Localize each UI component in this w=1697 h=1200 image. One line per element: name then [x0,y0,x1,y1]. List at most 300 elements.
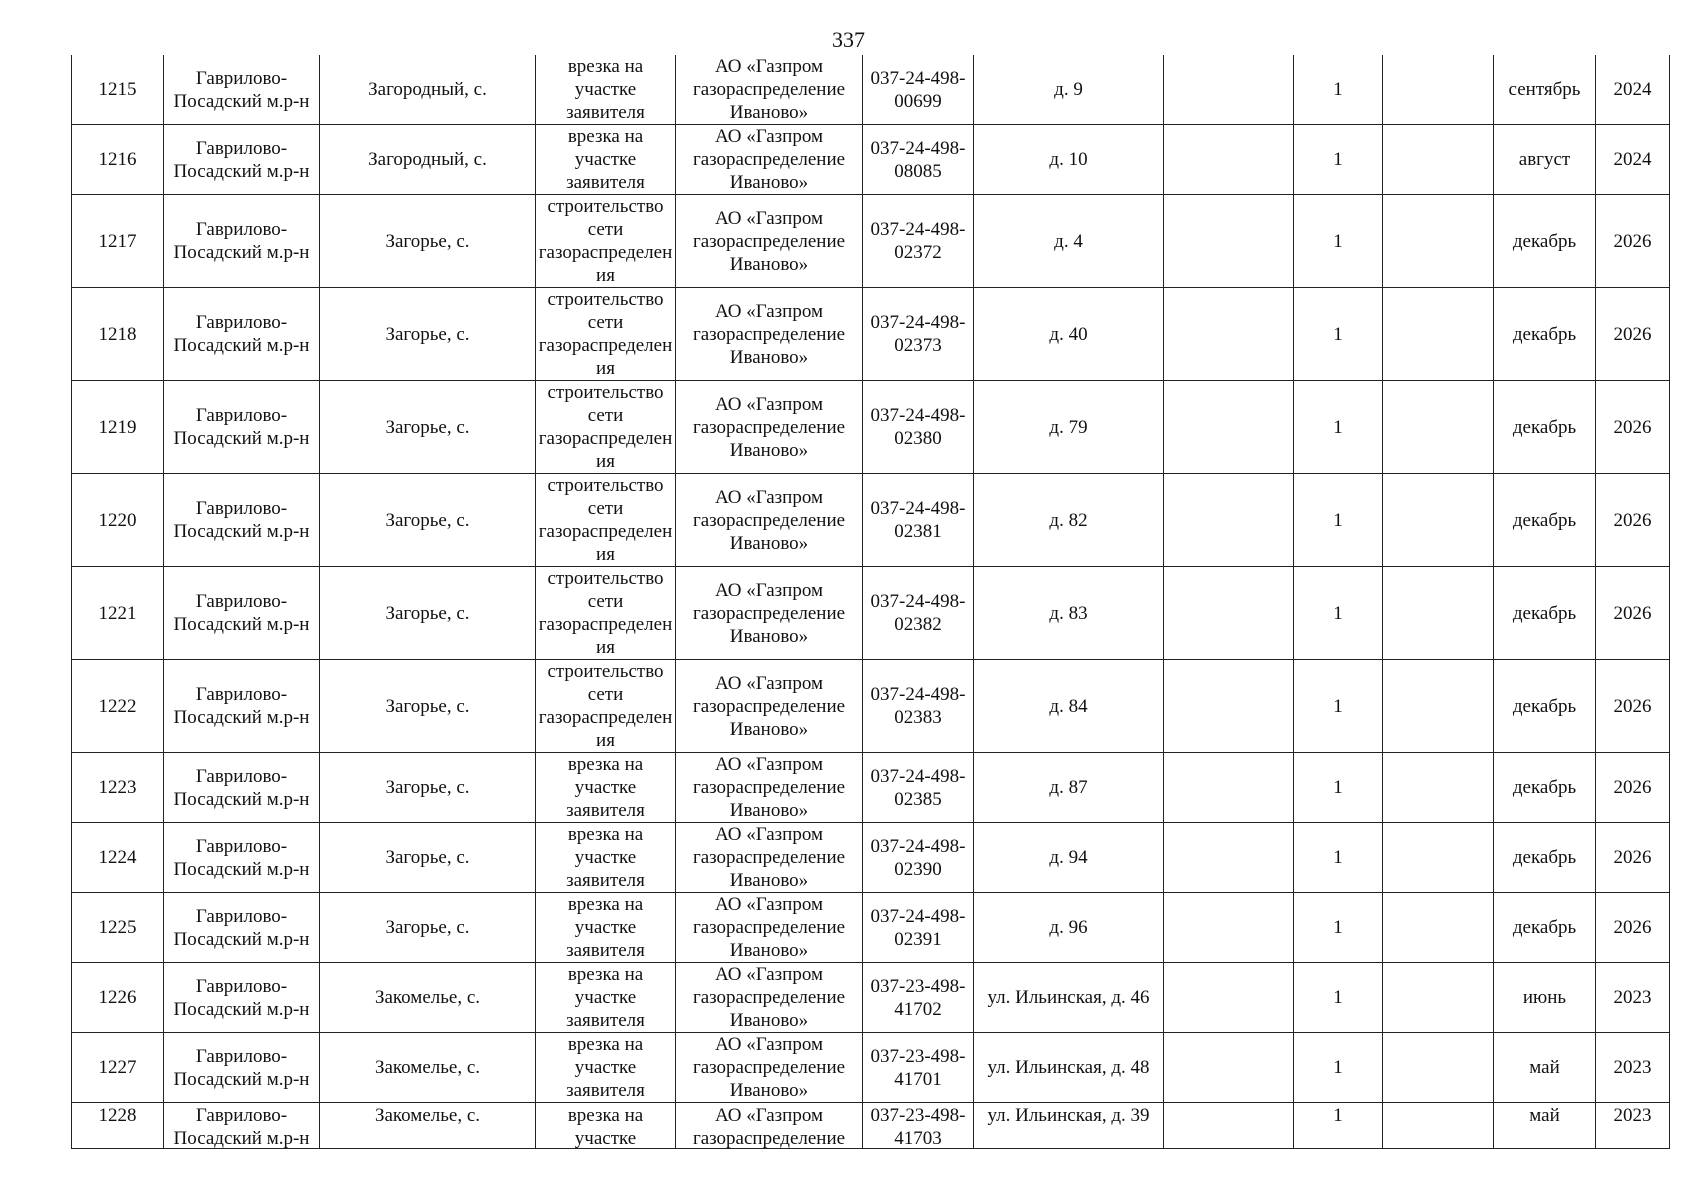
month-cell-text: декабрь [1512,230,1577,252]
organization-cell-text: АО «Газпром газораспределение Иваново» [692,300,846,368]
month-cell [1494,567,1596,660]
empty-cell [1164,125,1294,195]
table-row [72,195,1670,288]
empty-cell [1164,567,1294,660]
month-cell [1494,893,1596,963]
district-cell [164,288,320,381]
table-row [72,1033,1670,1103]
year-cell [1596,125,1670,195]
month-cell-text: декабрь [1512,416,1577,438]
address-cell-text: д. 4 [1054,230,1083,252]
row-number [72,288,164,381]
row-number [72,474,164,567]
year-cell-text: 2026 [1613,847,1652,868]
locality-cell-text: Загорье, с. [385,695,470,717]
empty-cell [1383,660,1494,753]
work-type-cell [536,1103,676,1149]
month-cell-text: май [1529,1057,1560,1078]
application-code-cell [863,963,974,1033]
district-cell [164,474,320,567]
row-number-text: 1224 [98,847,137,868]
organization-cell-text: АО «Газпром газораспределение Иваново» [692,754,846,821]
row-number-text: 1218 [98,323,137,345]
organization-cell [676,893,863,963]
organization-cell [676,55,863,125]
month-cell [1494,963,1596,1033]
empty-cell [1383,125,1494,195]
row-number [72,823,164,893]
locality-cell-text: Загорье, с. [385,602,470,624]
row-number [72,195,164,288]
year-cell-text: 2026 [1613,416,1652,438]
row-number [72,125,164,195]
work-type-cell-text: врезка на участке [567,1104,644,1148]
quantity-cell-text: 1 [1333,1057,1343,1078]
table-row [72,963,1670,1033]
organization-cell-text: АО «Газпром газораспределение Иваново» [692,894,846,961]
empty-cell [1164,660,1294,753]
row-number [72,963,164,1033]
address-cell-text: д. 83 [1049,602,1088,624]
organization-cell-text: АО «Газпром газораспределение Иваново» [692,579,846,647]
organization-cell-text: АО «Газпром газораспределение Иваново» [692,207,846,275]
table-row [72,381,1670,474]
month-cell-text: декабрь [1512,847,1577,868]
year-cell-text: 2026 [1613,230,1652,252]
work-type-cell [536,381,676,474]
quantity-cell-text: 1 [1333,509,1343,531]
empty-cell [1164,195,1294,288]
application-code-cell-text: 037-24-498-02372 [870,219,966,263]
quantity-cell-text: 1 [1333,847,1343,868]
quantity-cell-text: 1 [1333,416,1343,438]
month-cell [1494,381,1596,474]
quantity-cell [1294,753,1383,823]
quantity-cell-text: 1 [1333,1104,1343,1126]
empty-cell [1383,823,1494,893]
address-cell [974,963,1164,1033]
quantity-cell [1294,567,1383,660]
work-type-cell [536,474,676,567]
work-type-cell-text: строительство сети газораспределения [538,196,673,286]
month-cell [1494,753,1596,823]
row-number-text: 1221 [98,602,137,624]
district-cell-text: Гаврилово-Посадский м.р-н [173,684,310,728]
district-cell-text: Гаврилово-Посадский м.р-н [173,67,310,112]
application-code-cell-text: 037-24-498-02391 [870,905,966,950]
locality-cell [320,381,536,474]
year-cell [1596,1103,1670,1149]
address-cell-text: д. 40 [1049,323,1088,345]
locality-cell [320,288,536,381]
month-cell-text: сентябрь [1508,79,1581,100]
application-code-cell-text: 037-24-498-02390 [870,835,966,880]
row-number [72,1033,164,1103]
locality-cell-text: Загородный, с. [368,79,487,100]
application-code-cell [863,381,974,474]
district-cell-text: Гаврилово-Посадский м.р-н [173,975,310,1020]
month-cell [1494,1033,1596,1103]
district-cell [164,753,320,823]
month-cell [1494,55,1596,125]
quantity-cell [1294,1033,1383,1103]
month-cell [1494,660,1596,753]
month-cell [1494,1103,1596,1149]
district-cell [164,125,320,195]
row-number-text: 1220 [98,509,137,531]
locality-cell-text: Загорье, с. [385,847,470,868]
work-type-cell [536,288,676,381]
table-row [72,474,1670,567]
address-cell-text: д. 87 [1049,777,1088,798]
work-type-cell-text: врезка на участке заявителя [566,126,645,193]
month-cell-text: декабрь [1512,777,1577,798]
work-type-cell [536,660,676,753]
row-number-text: 1223 [98,777,137,798]
locality-cell [320,963,536,1033]
district-cell-text: Гаврилово-Посадский м.р-н [173,137,310,182]
table-body [72,55,1670,1149]
address-cell [974,893,1164,963]
row-number [72,55,164,125]
empty-cell [1383,195,1494,288]
row-number [72,660,164,753]
row-number [72,753,164,823]
address-cell [974,55,1164,125]
year-cell-text: 2023 [1613,1104,1652,1126]
gasification-table [71,55,1670,1149]
organization-cell-text: АО «Газпром газораспределение Иваново» [692,1034,846,1101]
organization-cell-text: АО «Газпром газораспределение Иваново» [692,824,846,891]
application-code-cell [863,125,974,195]
month-cell-text: июнь [1522,987,1567,1008]
empty-cell [1164,893,1294,963]
locality-cell [320,1103,536,1149]
application-code-cell-text: 037-24-498-02382 [870,591,966,635]
year-cell [1596,288,1670,381]
application-code-cell [863,55,974,125]
empty-cell [1164,753,1294,823]
address-cell [974,823,1164,893]
work-type-cell-text: строительство сети газораспределения [538,568,673,658]
address-cell-text: д. 10 [1049,149,1088,170]
table-row [72,893,1670,963]
district-cell [164,55,320,125]
empty-cell [1164,1033,1294,1103]
year-cell [1596,195,1670,288]
quantity-cell-text: 1 [1333,149,1343,170]
row-number-text: 1227 [98,1057,137,1078]
month-cell [1494,474,1596,567]
locality-cell-text: Закомелье, с. [374,1057,481,1078]
district-cell-text: Гаврилово-Посадский м.р-н [173,1045,310,1090]
year-cell [1596,660,1670,753]
address-cell [974,288,1164,381]
empty-cell [1383,288,1494,381]
organization-cell [676,823,863,893]
organization-cell-text: АО «Газпром газораспределение Иваново» [692,486,846,554]
application-code-cell [863,567,974,660]
month-cell [1494,288,1596,381]
year-cell-text: 2023 [1613,1057,1652,1078]
organization-cell-text: АО «Газпром газораспределение [692,1104,846,1148]
district-cell-text: Гаврилово-Посадский м.р-н [173,765,310,810]
month-cell-text: декабрь [1512,695,1577,717]
address-cell-text: д. 94 [1049,847,1088,868]
organization-cell-text: АО «Газпром газораспределение Иваново» [692,393,846,461]
organization-cell [676,1033,863,1103]
application-code-cell-text: 037-24-498-02383 [870,684,966,728]
address-cell [974,474,1164,567]
empty-cell [1383,963,1494,1033]
row-number [72,381,164,474]
empty-cell [1164,1103,1294,1149]
district-cell-text: Гаврилово-Посадский м.р-н [173,312,310,356]
table-row [72,753,1670,823]
row-number [72,567,164,660]
district-cell-text: Гаврилово-Посадский м.р-н [173,219,310,263]
month-cell-text: декабрь [1512,917,1577,938]
work-type-cell-text: строительство сети газораспределения [538,475,673,565]
locality-cell [320,660,536,753]
table-row [72,55,1670,125]
address-cell [974,660,1164,753]
locality-cell-text: Загорье, с. [385,777,470,798]
work-type-cell-text: строительство сети газораспределения [538,382,673,472]
quantity-cell-text: 1 [1333,987,1343,1008]
application-code-cell-text: 037-23-498-41702 [870,975,966,1020]
empty-cell-text [1385,1104,1491,1148]
year-cell-text: 2026 [1613,917,1652,938]
organization-cell [676,195,863,288]
page-number: 337 [832,27,865,52]
application-code-cell-text: 037-24-498-08085 [870,137,966,182]
quantity-cell-text: 1 [1333,79,1343,100]
application-code-cell-text: 037-24-498-02373 [870,312,966,356]
work-type-cell-text: врезка на участке заявителя [566,1034,645,1101]
empty-cell [1164,381,1294,474]
organization-cell-text: АО «Газпром газораспределение Иваново» [692,672,846,740]
year-cell-text: 2026 [1613,695,1652,717]
application-code-cell [863,823,974,893]
address-cell [974,195,1164,288]
work-type-cell [536,893,676,963]
empty-cell [1164,823,1294,893]
empty-cell [1383,1033,1494,1103]
work-type-cell [536,195,676,288]
address-cell-text: д. 79 [1049,416,1088,438]
district-cell [164,195,320,288]
year-cell [1596,963,1670,1033]
quantity-cell-text: 1 [1333,695,1343,717]
work-type-cell-text: врезка на участке заявителя [566,56,645,123]
year-cell [1596,753,1670,823]
row-number-text: 1225 [98,917,137,938]
quantity-cell [1294,660,1383,753]
year-cell-text: 2026 [1613,777,1652,798]
address-cell-text: д. 84 [1049,695,1088,717]
work-type-cell [536,55,676,125]
organization-cell [676,1103,863,1149]
work-type-cell [536,1033,676,1103]
organization-cell [676,567,863,660]
address-cell-text: ул. Ильинская, д. 48 [987,1057,1150,1078]
quantity-cell [1294,288,1383,381]
locality-cell [320,55,536,125]
row-number-text: 1215 [98,79,137,100]
address-cell-text: д. 82 [1049,509,1088,531]
application-code-cell [863,1103,974,1149]
work-type-cell-text: врезка на участке заявителя [566,824,645,891]
district-cell-text: Гаврилово-Посадский м.р-н [173,905,310,950]
quantity-cell-text: 1 [1333,777,1343,798]
organization-cell [676,381,863,474]
organization-cell-text: АО «Газпром газораспределение Иваново» [692,56,846,123]
application-code-cell [863,195,974,288]
month-cell-text: август [1518,149,1571,170]
quantity-cell-text: 1 [1333,917,1343,938]
application-code-cell-text: 037-23-498-41703 [870,1104,966,1148]
locality-cell [320,195,536,288]
application-code-cell-text: 037-24-498-00699 [870,67,966,112]
organization-cell [676,125,863,195]
address-cell-text: ул. Ильинская, д. 46 [987,987,1150,1008]
empty-cell [1383,893,1494,963]
locality-cell-text: Загородный, с. [368,149,487,170]
year-cell [1596,55,1670,125]
row-number-text: 1222 [98,695,137,717]
address-cell [974,567,1164,660]
row-number-text: 1226 [98,987,137,1008]
address-cell-text: д. 96 [1049,917,1088,938]
district-cell [164,823,320,893]
district-cell-text: Гаврилово-Посадский м.р-н [173,405,310,449]
quantity-cell [1294,474,1383,567]
locality-cell [320,567,536,660]
work-type-cell-text: строительство сети газораспределения [538,661,673,751]
application-code-cell [863,753,974,823]
locality-cell [320,823,536,893]
empty-cell [1164,963,1294,1033]
empty-cell [1383,567,1494,660]
row-number-text: 1216 [98,149,137,170]
locality-cell-text: Загорье, с. [385,416,470,438]
month-cell-text: декабрь [1512,323,1577,345]
month-cell-text: декабрь [1512,509,1577,531]
district-cell [164,567,320,660]
empty-cell [1383,753,1494,823]
locality-cell-text: Закомелье, с. [374,987,481,1008]
application-code-cell [863,288,974,381]
year-cell-text: 2026 [1613,509,1652,531]
organization-cell [676,753,863,823]
table-row [72,567,1670,660]
row-number-text: 1228 [98,1104,137,1126]
work-type-cell-text: строительство сети газораспределения [538,289,673,379]
year-cell-text: 2024 [1613,149,1652,170]
year-cell [1596,893,1670,963]
locality-cell [320,474,536,567]
month-cell [1494,823,1596,893]
district-cell [164,963,320,1033]
year-cell [1596,1033,1670,1103]
district-cell [164,1033,320,1103]
quantity-cell-text: 1 [1333,323,1343,345]
address-cell [974,753,1164,823]
table-row [72,660,1670,753]
address-cell [974,381,1164,474]
quantity-cell [1294,823,1383,893]
locality-cell-text: Загорье, с. [385,509,470,531]
application-code-cell [863,1033,974,1103]
application-code-cell-text: 037-23-498-41701 [870,1045,966,1090]
empty-cell [1164,474,1294,567]
work-type-cell-text: врезка на участке заявителя [566,964,645,1031]
address-cell [974,125,1164,195]
quantity-cell [1294,381,1383,474]
locality-cell [320,753,536,823]
year-cell-text: 2026 [1613,323,1652,345]
locality-cell-text: Закомелье, с. [374,1104,481,1126]
empty-cell [1164,288,1294,381]
year-cell [1596,474,1670,567]
application-code-cell-text: 037-24-498-02381 [870,498,966,542]
address-cell-text: д. 9 [1054,79,1083,100]
quantity-cell [1294,195,1383,288]
application-code-cell [863,474,974,567]
locality-cell-text: Загорье, с. [385,230,470,252]
table-row [72,288,1670,381]
row-number-text: 1219 [98,416,137,438]
work-type-cell-text: врезка на участке заявителя [566,754,645,821]
organization-cell [676,660,863,753]
work-type-cell [536,963,676,1033]
year-cell-text: 2026 [1613,602,1652,624]
quantity-cell [1294,963,1383,1033]
work-type-cell [536,823,676,893]
address-cell [974,1033,1164,1103]
month-cell [1494,195,1596,288]
row-number [72,893,164,963]
year-cell [1596,381,1670,474]
district-cell-text: Гаврилово-Посадский м.р-н [173,1104,310,1148]
empty-cell [1383,474,1494,567]
district-cell [164,660,320,753]
application-code-cell [863,660,974,753]
district-cell-text: Гаврилово-Посадский м.р-н [173,498,310,542]
year-cell [1596,823,1670,893]
year-cell-text: 2024 [1613,79,1652,100]
application-code-cell [863,893,974,963]
district-cell [164,1103,320,1149]
empty-cell [1383,55,1494,125]
organization-cell [676,288,863,381]
quantity-cell-text: 1 [1333,230,1343,252]
year-cell-text: 2023 [1613,987,1652,1008]
table-row [72,823,1670,893]
organization-cell [676,963,863,1033]
locality-cell [320,125,536,195]
work-type-cell [536,753,676,823]
work-type-cell [536,567,676,660]
work-type-cell [536,125,676,195]
locality-cell [320,1033,536,1103]
application-code-cell-text: 037-24-498-02380 [870,405,966,449]
address-cell-text: ул. Ильинская, д. 39 [987,1104,1150,1126]
month-cell-text: декабрь [1512,602,1577,624]
locality-cell [320,893,536,963]
empty-cell [1164,55,1294,125]
